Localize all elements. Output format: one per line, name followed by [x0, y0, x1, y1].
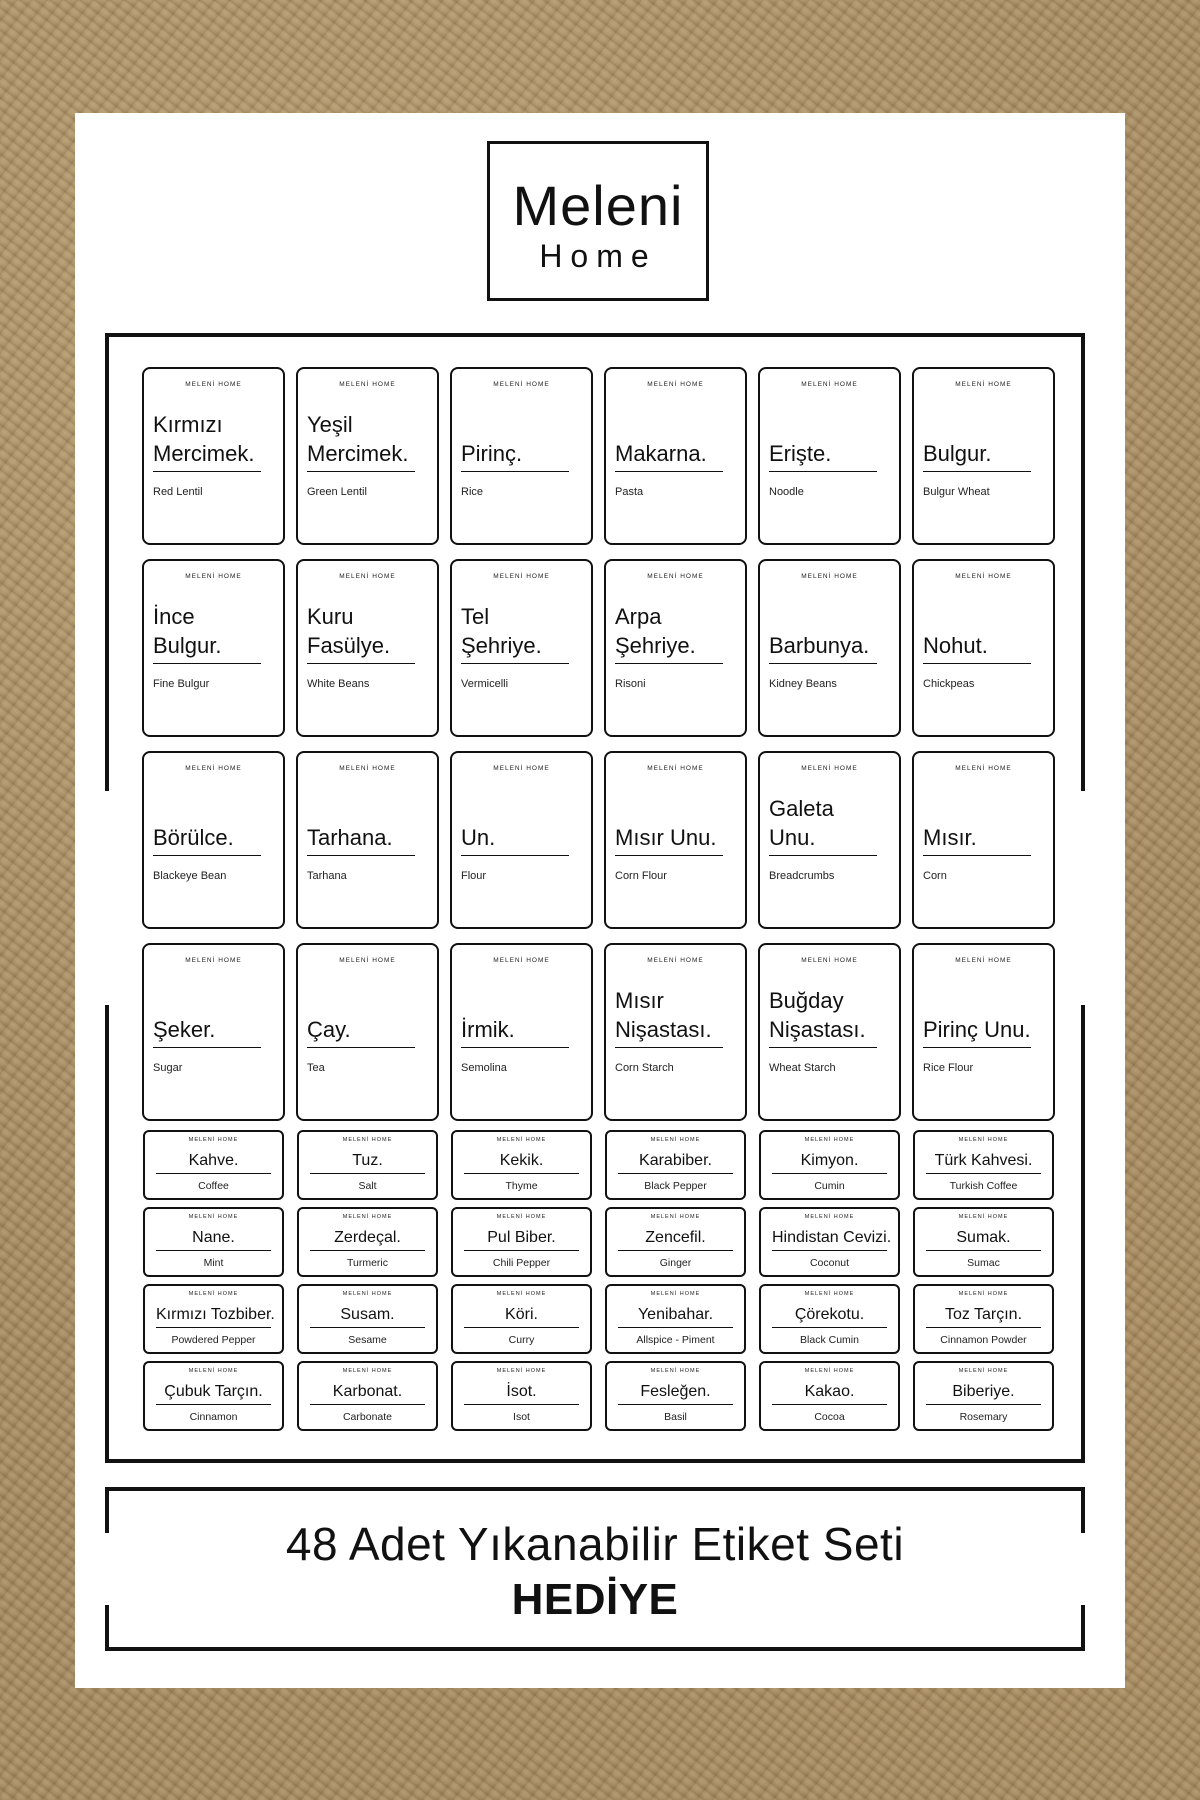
- label-turkish-name: Kuru Fasülye.: [307, 602, 415, 664]
- label-brand-text: MELENİ HOME: [955, 957, 1012, 964]
- label-turkish-name: Pirinç.: [461, 439, 569, 472]
- label-brand-text: MELENİ HOME: [647, 765, 704, 772]
- label-english-name: Cumin: [814, 1180, 845, 1192]
- caption-title: 48 Adet Yıkanabilir Etiket Seti: [285, 1518, 905, 1570]
- label-english-name: Isot: [513, 1411, 530, 1423]
- label-brand-text: MELENİ HOME: [801, 573, 858, 580]
- small-label-card: [297, 1207, 438, 1277]
- label-english-name: Vermicelli: [461, 678, 509, 690]
- label-english-name: Thyme: [505, 1180, 538, 1192]
- label-brand-text: MELENİ HOME: [955, 573, 1012, 580]
- label-brand-text: MELENİ HOME: [955, 381, 1012, 388]
- big-label-card: [912, 559, 1055, 737]
- label-brand-text: MELENİ HOME: [958, 1291, 1009, 1297]
- label-brand-text: MELENİ HOME: [801, 765, 858, 772]
- label-turkish-name: Buğday Nişastası.: [769, 986, 877, 1048]
- label-brand-text: MELENİ HOME: [188, 1214, 239, 1220]
- label-turkish-name: Çay.: [307, 1015, 415, 1048]
- label-english-name: Tarhana: [307, 870, 347, 882]
- label-brand-text: MELENİ HOME: [496, 1291, 547, 1297]
- label-brand-text: MELENİ HOME: [342, 1291, 393, 1297]
- label-brand-text: MELENİ HOME: [958, 1368, 1009, 1374]
- small-labels-grid: [143, 1130, 1054, 1431]
- label-english-name: Semolina: [461, 1062, 507, 1074]
- label-brand-text: MELENİ HOME: [339, 573, 396, 580]
- label-english-name: Cinnamon Powder: [940, 1334, 1027, 1346]
- big-label-card: [758, 559, 901, 737]
- label-turkish-name: Pul Biber.: [464, 1227, 579, 1251]
- small-label-card: [143, 1284, 284, 1354]
- label-brand-text: MELENİ HOME: [804, 1214, 855, 1220]
- label-brand-text: MELENİ HOME: [804, 1368, 855, 1374]
- label-turkish-name: Karabiber.: [618, 1150, 733, 1174]
- label-turkish-name: Toz Tarçın.: [926, 1304, 1041, 1328]
- label-turkish-name: Biberiye.: [926, 1381, 1041, 1405]
- label-english-name: Rice Flour: [923, 1062, 974, 1074]
- label-english-name: Risoni: [615, 678, 646, 690]
- label-turkish-name: Un.: [461, 823, 569, 856]
- label-english-name: Wheat Starch: [769, 1062, 836, 1074]
- small-label-card: [913, 1207, 1054, 1277]
- label-turkish-name: Çubuk Tarçın.: [156, 1381, 271, 1405]
- label-brand-text: MELENİ HOME: [496, 1137, 547, 1143]
- big-label-card: [142, 751, 285, 929]
- label-turkish-name: Nohut.: [923, 631, 1031, 664]
- label-english-name: Breadcrumbs: [769, 870, 835, 882]
- big-label-card: [450, 367, 593, 545]
- small-label-card: [143, 1361, 284, 1431]
- label-english-name: Bulgur Wheat: [923, 486, 990, 498]
- label-turkish-name: Kahve.: [156, 1150, 271, 1174]
- label-brand-text: MELENİ HOME: [650, 1214, 701, 1220]
- label-brand-text: MELENİ HOME: [339, 381, 396, 388]
- brand-logo: [487, 141, 709, 301]
- label-turkish-name: Türk Kahvesi.: [926, 1150, 1041, 1174]
- label-english-name: Blackeye Bean: [153, 870, 227, 882]
- small-label-card: [759, 1207, 900, 1277]
- label-turkish-name: Tuz.: [310, 1150, 425, 1174]
- label-turkish-name: Yenibahar.: [618, 1304, 733, 1328]
- small-label-card: [605, 1207, 746, 1277]
- label-brand-text: MELENİ HOME: [493, 573, 550, 580]
- big-label-card: [142, 559, 285, 737]
- small-label-card: [143, 1207, 284, 1277]
- label-english-name: Coffee: [198, 1180, 229, 1192]
- small-label-card: [759, 1361, 900, 1431]
- label-turkish-name: Yeşil Mercimek.: [307, 410, 415, 472]
- label-english-name: Rice: [461, 486, 484, 498]
- label-turkish-name: Tarhana.: [307, 823, 415, 856]
- label-turkish-name: Kırmızı Mercimek.: [153, 410, 261, 472]
- small-label-card: [297, 1361, 438, 1431]
- label-turkish-name: Mısır Unu.: [615, 823, 723, 856]
- label-brand-text: MELENİ HOME: [955, 765, 1012, 772]
- label-turkish-name: Bulgur.: [923, 439, 1031, 472]
- label-brand-text: MELENİ HOME: [185, 573, 242, 580]
- big-label-card: [912, 943, 1055, 1121]
- label-turkish-name: Barbunya.: [769, 631, 877, 664]
- product-poster: [75, 113, 1125, 1688]
- label-english-name: Corn Flour: [615, 870, 667, 882]
- label-turkish-name: Şeker.: [153, 1015, 261, 1048]
- label-turkish-name: İrmik.: [461, 1015, 569, 1048]
- label-english-name: Noodle: [769, 486, 804, 498]
- caption-box: [105, 1487, 1085, 1651]
- label-turkish-name: Fesleğen.: [618, 1381, 733, 1405]
- label-turkish-name: Kakao.: [772, 1381, 887, 1405]
- label-english-name: Sumac: [967, 1257, 1000, 1269]
- label-turkish-name: Mısır Nişastası.: [615, 986, 723, 1048]
- large-labels-grid: [142, 367, 1055, 1121]
- big-label-card: [142, 367, 285, 545]
- label-english-name: Powdered Pepper: [171, 1334, 256, 1346]
- small-label-card: [297, 1130, 438, 1200]
- label-turkish-name: Kimyon.: [772, 1150, 887, 1174]
- label-english-name: Green Lentil: [307, 486, 367, 498]
- big-label-card: [604, 559, 747, 737]
- label-brand-text: MELENİ HOME: [804, 1137, 855, 1143]
- logo-main-text: Meleni: [512, 174, 684, 237]
- small-label-card: [759, 1284, 900, 1354]
- label-turkish-name: Kekik.: [464, 1150, 579, 1174]
- label-english-name: Cocoa: [814, 1411, 845, 1423]
- label-turkish-name: Pirinç Unu.: [923, 1015, 1031, 1048]
- label-turkish-name: Makarna.: [615, 439, 723, 472]
- label-english-name: Allspice - Piment: [636, 1334, 715, 1346]
- label-turkish-name: Tel Şehriye.: [461, 602, 569, 664]
- big-label-card: [758, 751, 901, 929]
- label-english-name: Salt: [358, 1180, 377, 1192]
- big-label-card: [450, 943, 593, 1121]
- label-brand-text: MELENİ HOME: [647, 573, 704, 580]
- label-brand-text: MELENİ HOME: [650, 1291, 701, 1297]
- big-label-card: [604, 943, 747, 1121]
- label-english-name: Red Lentil: [153, 486, 203, 498]
- label-turkish-name: Mısır.: [923, 823, 1031, 856]
- small-label-card: [913, 1130, 1054, 1200]
- big-label-card: [296, 943, 439, 1121]
- label-brand-text: MELENİ HOME: [188, 1291, 239, 1297]
- label-brand-text: MELENİ HOME: [496, 1368, 547, 1374]
- label-brand-text: MELENİ HOME: [647, 381, 704, 388]
- label-brand-text: MELENİ HOME: [185, 957, 242, 964]
- label-brand-text: MELENİ HOME: [342, 1368, 393, 1374]
- big-label-card: [604, 751, 747, 929]
- label-brand-text: MELENİ HOME: [958, 1137, 1009, 1143]
- label-brand-text: MELENİ HOME: [493, 381, 550, 388]
- small-label-card: [143, 1130, 284, 1200]
- label-brand-text: MELENİ HOME: [342, 1137, 393, 1143]
- label-turkish-name: Köri.: [464, 1304, 579, 1328]
- big-label-card: [758, 943, 901, 1121]
- label-brand-text: MELENİ HOME: [185, 765, 242, 772]
- label-brand-text: MELENİ HOME: [185, 381, 242, 388]
- label-english-name: Carbonate: [342, 1411, 393, 1423]
- label-brand-text: MELENİ HOME: [496, 1214, 547, 1220]
- big-label-card: [142, 943, 285, 1121]
- small-label-card: [451, 1361, 592, 1431]
- small-label-card: [451, 1284, 592, 1354]
- label-english-name: Black Cumin: [800, 1334, 859, 1346]
- label-english-name: White Beans: [307, 678, 370, 690]
- label-english-name: Coconut: [809, 1257, 850, 1269]
- label-english-name: Fine Bulgur: [153, 678, 210, 690]
- label-brand-text: MELENİ HOME: [339, 765, 396, 772]
- label-turkish-name: Hindistan Cevizi.: [772, 1227, 887, 1251]
- small-label-card: [913, 1284, 1054, 1354]
- label-english-name: Sesame: [348, 1334, 387, 1346]
- label-english-name: Ginger: [659, 1257, 692, 1269]
- label-brand-text: MELENİ HOME: [647, 957, 704, 964]
- label-turkish-name: Karbonat.: [310, 1381, 425, 1405]
- big-label-card: [604, 367, 747, 545]
- big-label-card: [758, 367, 901, 545]
- label-english-name: Corn Starch: [615, 1062, 674, 1074]
- label-brand-text: MELENİ HOME: [188, 1368, 239, 1374]
- big-label-card: [912, 367, 1055, 545]
- label-english-name: Flour: [461, 870, 487, 882]
- small-label-card: [913, 1361, 1054, 1431]
- label-english-name: Pasta: [615, 486, 644, 498]
- label-english-name: Turmeric: [346, 1257, 389, 1269]
- small-label-card: [605, 1284, 746, 1354]
- label-brand-text: MELENİ HOME: [804, 1291, 855, 1297]
- label-brand-text: MELENİ HOME: [650, 1137, 701, 1143]
- label-turkish-name: Nane.: [156, 1227, 271, 1251]
- label-brand-text: MELENİ HOME: [188, 1137, 239, 1143]
- label-turkish-name: Susam.: [310, 1304, 425, 1328]
- label-brand-text: MELENİ HOME: [958, 1214, 1009, 1220]
- big-label-card: [912, 751, 1055, 929]
- label-english-name: Black Pepper: [644, 1180, 707, 1192]
- label-turkish-name: Zencefil.: [618, 1227, 733, 1251]
- label-english-name: Rosemary: [959, 1411, 1008, 1423]
- label-turkish-name: Kırmızı Tozbiber.: [156, 1304, 271, 1328]
- label-english-name: Kidney Beans: [769, 678, 837, 690]
- small-label-card: [451, 1130, 592, 1200]
- label-english-name: Turkish Coffee: [949, 1180, 1018, 1192]
- logo-sub-text: Home: [539, 238, 657, 274]
- small-label-card: [605, 1130, 746, 1200]
- label-english-name: Sugar: [153, 1062, 183, 1074]
- label-turkish-name: Çörekotu.: [772, 1304, 887, 1328]
- small-label-card: [759, 1130, 900, 1200]
- big-label-card: [450, 559, 593, 737]
- label-english-name: Curry: [508, 1334, 535, 1346]
- label-brand-text: MELENİ HOME: [493, 765, 550, 772]
- big-label-card: [296, 367, 439, 545]
- label-english-name: Corn: [923, 870, 947, 882]
- label-brand-text: MELENİ HOME: [801, 381, 858, 388]
- label-english-name: Tea: [307, 1062, 325, 1074]
- label-turkish-name: Galeta Unu.: [769, 794, 877, 856]
- label-turkish-name: Erişte.: [769, 439, 877, 472]
- small-label-card: [297, 1284, 438, 1354]
- big-label-card: [296, 751, 439, 929]
- label-brand-text: MELENİ HOME: [342, 1214, 393, 1220]
- big-label-card: [296, 559, 439, 737]
- label-turkish-name: Sumak.: [926, 1227, 1041, 1251]
- label-brand-text: MELENİ HOME: [801, 957, 858, 964]
- label-english-name: Basil: [664, 1411, 687, 1423]
- big-label-card: [450, 751, 593, 929]
- caption-subtitle: HEDİYE: [511, 1575, 679, 1624]
- label-brand-text: MELENİ HOME: [339, 957, 396, 964]
- label-turkish-name: Börülce.: [153, 823, 261, 856]
- small-label-card: [451, 1207, 592, 1277]
- label-turkish-name: İsot.: [464, 1381, 579, 1405]
- label-turkish-name: Arpa Şehriye.: [615, 602, 723, 664]
- small-label-card: [605, 1361, 746, 1431]
- label-english-name: Mint: [203, 1257, 224, 1269]
- label-turkish-name: Zerdeçal.: [310, 1227, 425, 1251]
- label-english-name: Chickpeas: [923, 678, 975, 690]
- label-brand-text: MELENİ HOME: [493, 957, 550, 964]
- label-english-name: Chili Pepper: [492, 1257, 551, 1269]
- label-english-name: Cinnamon: [189, 1411, 238, 1423]
- label-turkish-name: İnce Bulgur.: [153, 602, 261, 664]
- label-brand-text: MELENİ HOME: [650, 1368, 701, 1374]
